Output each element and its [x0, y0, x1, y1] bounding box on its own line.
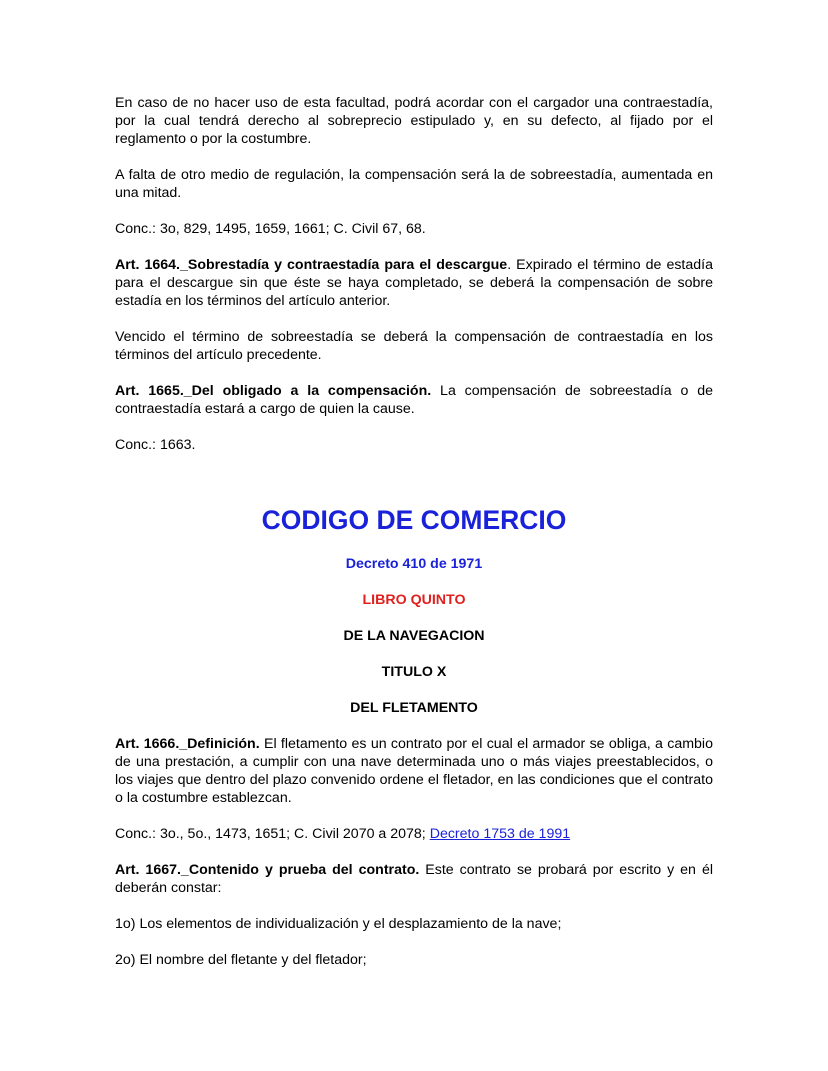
article-title: Art. 1667._Contenido y prueba del contrato.	[115, 862, 420, 878]
document-title: CODIGO DE COMERCIO	[261, 505, 567, 535]
decree-link[interactable]: Decreto 1753 de 1991	[429, 826, 571, 842]
article-title: Art. 1666._Definición.	[115, 736, 260, 752]
article-1664	[115, 256, 713, 310]
book-heading: LIBRO QUINTO	[362, 592, 466, 608]
article-1667	[115, 861, 713, 897]
article-text: Este contrato se probará por escrito y en él deberán constar:	[115, 862, 713, 896]
article-text: La compensación de sobreestadía o de contraestadía estará a cargo de quien la cause.	[115, 383, 713, 417]
document-page	[115, 94, 713, 969]
concordance	[115, 825, 713, 843]
title-heading: TITULO X	[381, 664, 447, 680]
decree-subtitle: Decreto 410 de 1971	[345, 556, 483, 572]
paragraph: A falta de otro medio de regulación, la compensación será la de sobreestadía, aumentada en una mitad.	[115, 167, 713, 201]
list-item: 2o) El nombre del fletante y del fletador;	[115, 952, 367, 968]
concordance-text: Conc.: 3o., 5o., 1473, 1651; C. Civil 2070 a 2078;	[115, 826, 430, 842]
concordance: Conc.: 1663.	[115, 437, 196, 453]
article-title: Art. 1664._Sobrestadía y contraestadía para el descargue	[115, 257, 508, 273]
paragraph: En caso de no hacer uso de esta facultad, podrá acordar con el cargador una contraestadía, por la cual tendrá derecho al sobreprecio estipulado y, en su defecto, al fijado por el reglamento o por la costumbre.	[115, 95, 713, 147]
article-title: Art. 1665._Del obligado a la compensación.	[115, 383, 432, 399]
article-1665	[115, 382, 713, 418]
section-heading: DE LA NAVEGACION	[343, 628, 485, 644]
list-item: 1o) Los elementos de individualización y el desplazamiento de la nave;	[115, 916, 562, 932]
article-1666	[115, 735, 713, 807]
article-text: El fletamento es un contrato por el cual el armador se obliga, a cambio de una prestación, a cumplir con una nave determinada uno o más viajes preestablecidos, o los viajes que dentro del plazo convenido ordene el fletador, en las condiciones que el contrato o la costumbre establezcan.	[115, 736, 713, 806]
chapter-heading: DEL FLETAMENTO	[350, 700, 478, 716]
concordance: Conc.: 3o, 829, 1495, 1659, 1661; C. Civil 67, 68.	[115, 221, 426, 237]
paragraph: Vencido el término de sobreestadía se deberá la compensación de contraestadía en los términos del artículo precedente.	[115, 329, 713, 363]
article-text: . Expirado el término de estadía para el descargue sin que éste se haya completado, se deberá la compensación de sobre estadía en los términos del artículo anterior.	[115, 257, 713, 309]
